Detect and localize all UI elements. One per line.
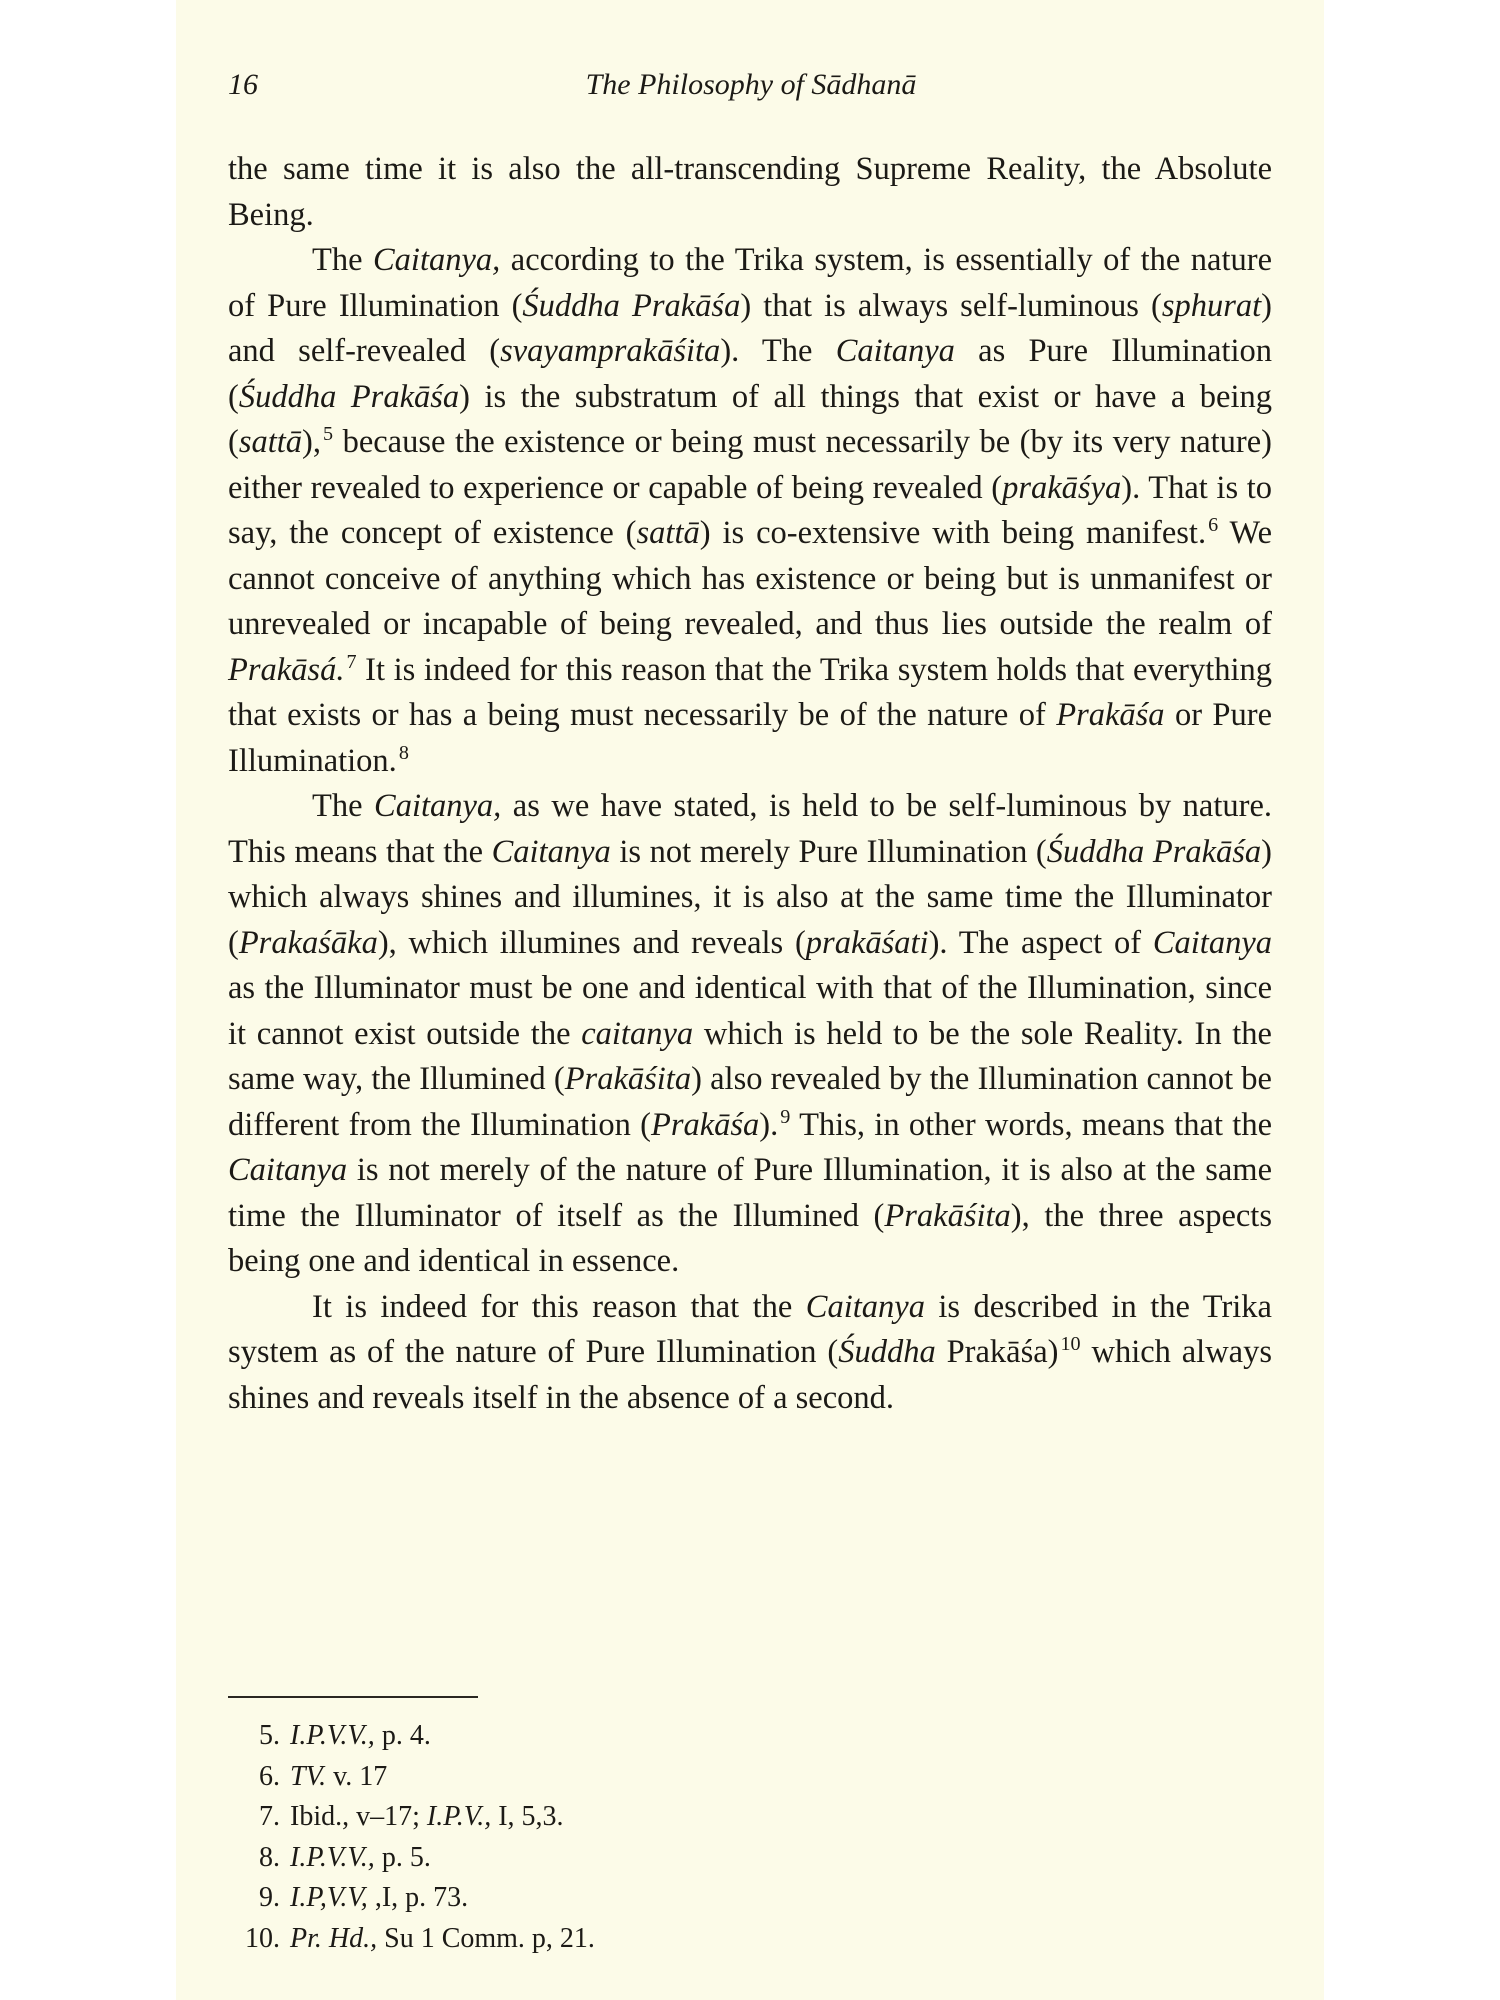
italic-term: Prakāsá. <box>228 651 345 688</box>
italic-term: Prakāśita <box>884 1197 1011 1234</box>
text-run: It is indeed for this reason that the Trika system holds that everything that exists or has a being must necessarily be of the nature of <box>228 651 1272 733</box>
running-head <box>228 68 1274 108</box>
italic-term: Caitanya <box>491 833 611 870</box>
text-run: We cannot conceive of anything which has existence or being but is unmanifest or unrevealed or incapable of being revealed, and thus lies outside the realm of <box>228 515 1273 642</box>
text-run: as Pure Illumination ( <box>228 333 1272 415</box>
text-run: because the existence or being must necessarily be (by its very nature) either revealed to experience or capable of being revealed ( <box>228 424 1272 506</box>
text-run: p. 4. <box>374 1720 431 1751</box>
text-run: Prakāśa) <box>935 1334 1059 1370</box>
text-run: It is indeed for this reason that the <box>312 1288 806 1325</box>
italic-term: I.P,V.V, <box>290 1882 368 1913</box>
text-run: ) is the substratum of all things that exist or have a being ( <box>228 378 1272 460</box>
text-run: which always shines and reveals itself in the absence of a second. <box>228 1334 1272 1416</box>
italic-term: svayamprakāśita <box>500 333 721 369</box>
body-text <box>228 147 1272 1421</box>
text-run: Ibid., v–17; <box>290 1801 427 1832</box>
italic-term: Caitanya <box>228 1152 348 1188</box>
text-run: ). That is to say, the concept of existence ( <box>228 469 1273 551</box>
footnote-reference: 8 <box>398 741 409 764</box>
footnote-divider <box>228 1696 478 1698</box>
italic-term: sattā <box>238 424 303 460</box>
italic-term: Prakāśa <box>1056 697 1165 733</box>
text-run: Su 1 Comm. p, 21. <box>377 1922 595 1954</box>
text-run: ), which illumines and reveals ( <box>377 924 806 961</box>
text-run: is not merely Pure Illumination ( <box>610 833 1047 870</box>
italic-term: Caitanya <box>1152 924 1272 961</box>
footnotes <box>240 1716 1240 1959</box>
footnote-text <box>290 1878 468 1919</box>
footnote-reference: 7 <box>346 650 357 673</box>
footnote-text <box>290 1757 387 1798</box>
footnote-number: 8. <box>259 1841 280 1873</box>
italic-term: Prakāśa <box>650 1106 760 1143</box>
page-number: 16 <box>228 68 258 101</box>
text-run: The <box>312 788 375 824</box>
italic-term: Caitanya <box>805 1288 925 1325</box>
italic-term: I.P.V.V., <box>290 1841 375 1873</box>
text-run: which is held to be the sole Reality. In the same way, the Illumined ( <box>228 1015 1272 1097</box>
paragraph-1 <box>228 147 1272 238</box>
footnote-reference: 10 <box>1060 1333 1081 1356</box>
paragraph-4 <box>228 1285 1272 1422</box>
text-run: is described in the Trika system as of the nature of Pure Illumination ( <box>228 1288 1272 1370</box>
italic-term: Caitanya, <box>374 788 502 824</box>
text-run: v. 17 <box>326 1760 388 1792</box>
italic-term: prakāśya <box>1002 469 1122 506</box>
italic-term: Caitanya, <box>373 242 501 278</box>
text-run: ). The <box>720 333 836 369</box>
text-run: as we have stated, is held to be self-luminous by nature. This means that the <box>228 788 1272 870</box>
italic-term: prakāśati <box>805 924 929 961</box>
italic-term: sphurat <box>1161 287 1262 324</box>
italic-term: Pr. Hd., <box>290 1922 378 1954</box>
text-run: ) also revealed by the Illumination cannot be different from the Illumination ( <box>228 1061 1272 1143</box>
italic-term: TV. <box>290 1760 327 1792</box>
book-title: The Philosophy of Sādhanā <box>585 68 917 101</box>
footnote-number: 9. <box>259 1882 280 1913</box>
text-run: ) which always shines and illumines, it is also at the same time the Illuminator ( <box>228 833 1272 961</box>
text-run: ), <box>302 424 321 460</box>
italic-term: Śuddha Prakāśa <box>522 287 741 324</box>
footnote <box>240 1838 1240 1879</box>
footnote-text <box>290 1838 431 1879</box>
paragraph-2 <box>228 238 1272 784</box>
footnote-number: 6. <box>259 1760 280 1792</box>
italic-term: Śuddha Prakāśa <box>238 378 460 415</box>
footnote-number: 10. <box>245 1922 280 1954</box>
footnote-reference: 9 <box>780 1105 791 1128</box>
footnote <box>240 1878 1240 1919</box>
footnote <box>240 1757 1240 1798</box>
italic-term: Śuddha <box>838 1334 936 1370</box>
text-run: according to the Trika system, is essentially of the nature of Pure Illumination ( <box>228 242 1272 324</box>
text-run: I, 5,3. <box>491 1801 564 1832</box>
italic-term: Śuddha Prakāśa <box>1046 833 1262 870</box>
footnote-text <box>290 1716 431 1757</box>
text-run: ,I, p. 73. <box>367 1882 469 1913</box>
text-run: as the Illuminator must be one and identical with that of the Illumination, since it cannot exist outside the <box>228 970 1272 1052</box>
italic-term: Prakaśāka <box>238 924 378 961</box>
italic-term: I.P.V.V., <box>290 1720 375 1751</box>
text-run: ), the three aspects being one and identical in essence. <box>228 1197 1272 1279</box>
footnote <box>240 1716 1240 1757</box>
text-run: The <box>312 242 373 278</box>
text-run: ) that is always self-luminous ( <box>740 287 1162 324</box>
text-run: the same time it is also the all-transcending Supreme Reality, the Absolute Being. <box>228 151 1272 233</box>
italic-term: caitanya <box>581 1015 694 1052</box>
footnote-number: 7. <box>259 1801 280 1832</box>
text-run: ). The aspect of <box>928 924 1153 961</box>
italic-term: I.P.V., <box>426 1801 492 1832</box>
text-run: This, in other words, means that the <box>790 1106 1273 1143</box>
footnote-reference: 6 <box>1208 514 1219 537</box>
book-page <box>176 0 1324 2000</box>
footnote-text <box>290 1797 564 1838</box>
italic-term: Caitanya <box>835 333 955 369</box>
text-run: ). <box>759 1106 779 1143</box>
footnote-text <box>290 1919 595 1960</box>
italic-term: sattā <box>636 515 700 551</box>
text-run: or Pure Illumination. <box>228 697 1272 779</box>
paragraph-3 <box>228 784 1272 1285</box>
text-run: p. 5. <box>374 1841 431 1873</box>
footnote <box>240 1919 1240 1960</box>
footnote-reference: 5 <box>323 423 334 446</box>
text-run: is not merely of the nature of Pure Illumination, it is also at the same time the Illuminator of itself as the Illumined ( <box>228 1152 1272 1234</box>
italic-term: Prakāśita <box>564 1061 692 1097</box>
footnote-number: 5. <box>259 1720 280 1751</box>
text-run: ) is co-extensive with being manifest. <box>699 515 1207 551</box>
footnote <box>240 1797 1240 1838</box>
text-run: ) and self-revealed ( <box>228 287 1272 369</box>
